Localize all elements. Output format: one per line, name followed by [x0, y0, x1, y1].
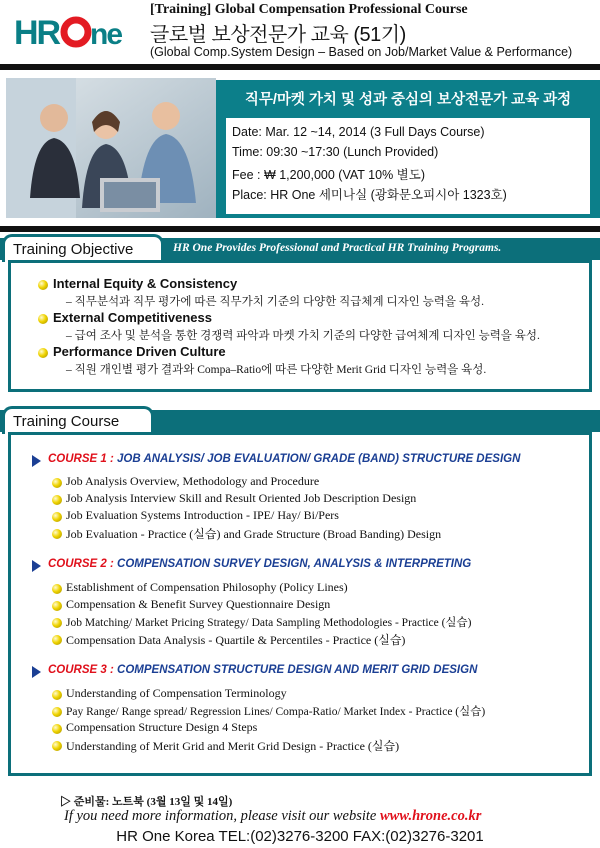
course-1-name: JOB ANALYSIS/ JOB EVALUATION/ GRADE (BAND) STRUCTURE DESIGN	[117, 453, 521, 465]
bullet-icon	[38, 314, 48, 324]
course-1-arrow-icon	[32, 455, 41, 467]
course-2-arrow-icon	[32, 560, 41, 572]
banner-title: 직무/마켓 가치 및 성과 중심의 보상전문가 교육 과정	[244, 92, 572, 108]
course-3-title	[48, 664, 477, 676]
course-3-number: COURSE 3 :	[48, 664, 114, 676]
hrone-logo	[14, 10, 132, 52]
objective-item-3-sub: – 직원 개인별 평가 결과와 Compa–Ratio에 따른 다양한 Merit Grid 디자인 능력을 육성.	[66, 364, 487, 376]
objective-tagline: HR One Provides Professional and Practical HR Training Programs.	[173, 242, 502, 254]
objective-item-1-sub: – 직무분석과 직무 평가에 따른 직무가치 기준의 다양한 직급체계 디자인 능력을 육성.	[66, 296, 484, 308]
course-3-item-1: Understanding of Compensation Terminology	[66, 686, 287, 700]
objective-label: Training Objective	[13, 241, 134, 258]
info-fee: Fee : ₩ 1,200,000 (VAT 10% 별도)	[232, 168, 425, 182]
header-subtitle: (Global Comp.System Design – Based on Job/Market Value & Performance)	[150, 45, 573, 59]
course-1-item-4: Job Evaluation - Practice (실습) and Grade Structure (Broad Banding) Design	[66, 527, 442, 541]
course-2-title	[48, 558, 471, 570]
bullet-icon	[52, 635, 62, 645]
preparation-note: ▷ 준비물: 노트북 (3월 13일 및 14일)	[60, 796, 233, 808]
bullet-icon	[38, 348, 48, 358]
course-3-arrow-icon	[32, 666, 41, 678]
course-1-item-1: Job Analysis Overview, Methodology and Procedure	[66, 474, 320, 488]
info-date: Date: Mar. 12 ~14, 2014 (3 Full Days Course)	[232, 125, 485, 139]
bullet-icon	[52, 512, 62, 522]
business-team-photo	[6, 78, 216, 218]
bullet-icon	[52, 724, 62, 734]
course-2-item-3: Job Matching/ Market Pricing Strategy/ Data Sampling Methodologies - Practice (실습)	[66, 617, 472, 629]
banner-divider	[0, 226, 600, 232]
bullet-icon	[52, 495, 62, 505]
course-3-item-4: Understanding of Merit Grid and Merit Grid Design - Practice (실습)	[66, 739, 400, 753]
website-note	[64, 808, 481, 825]
course-2-number: COURSE 2 :	[48, 558, 114, 570]
objective-item-2-head: External Competitiveness	[53, 310, 212, 325]
course-2-item-1: Establishment of Compensation Philosophy (Policy Lines)	[66, 580, 348, 594]
course-1-title	[48, 453, 520, 465]
objective-item-1-head: Internal Equity & Consistency	[53, 276, 238, 291]
course-2-item-4: Compensation Data Analysis - Quartile & Percentiles - Practice (실습)	[66, 633, 406, 647]
bullet-icon	[52, 478, 62, 488]
bullet-icon	[52, 529, 62, 539]
bullet-icon	[52, 690, 62, 700]
course-3-item-3: Compensation Structure Design 4 Steps	[66, 720, 258, 734]
bullet-icon	[52, 601, 62, 611]
header-title-korean: 글로벌 보상전문가 교육 (51기)	[150, 24, 406, 46]
contact-info: HR One Korea TEL:(02)3276-3200 FAX:(02)3276-3201	[116, 828, 484, 845]
info-place: Place: HR One 세미나실 (광화문오피시아 1323호)	[232, 188, 507, 202]
bullet-icon	[52, 741, 62, 751]
course-label: Training Course	[13, 413, 120, 430]
header-line-1: [Training] Global Compensation Professional Course	[150, 2, 468, 17]
svg-text:ne: ne	[90, 18, 122, 51]
course-1-number: COURSE 1 :	[48, 453, 114, 465]
course-1-item-3: Job Evaluation Systems Introduction - IPE/ Hay/ Bi/Pers	[66, 508, 339, 522]
website-text: If you need more information, please visit our website	[64, 808, 380, 824]
bullet-icon	[52, 618, 62, 628]
course-3-item-2: Pay Range/ Range spread/ Regression Lines/ Compa-Ratio/ Market Index - Practice (실습)	[66, 706, 486, 718]
course-3-name: COMPENSATION STRUCTURE DESIGN AND MERIT GRID DESIGN	[117, 664, 478, 676]
objective-item-3-head: Performance Driven Culture	[53, 344, 226, 359]
svg-text:HR: HR	[14, 14, 60, 52]
info-time: Time: 09:30 ~17:30 (Lunch Provided)	[232, 145, 439, 159]
objective-item-2-sub: – 급여 조사 및 분석을 통한 경쟁력 파악과 마켓 가치 기준의 다양한 급여체계 디자인 능력을 육성.	[66, 330, 540, 342]
bullet-icon	[38, 280, 48, 290]
course-1-item-2: Job Analysis Interview Skill and Result Oriented Job Description Design	[66, 491, 417, 505]
course-2-name: COMPENSATION SURVEY DESIGN, ANALYSIS & INTERPRETING	[117, 558, 472, 570]
bullet-icon	[52, 707, 62, 717]
course-2-item-2: Compensation & Benefit Survey Questionnaire Design	[66, 597, 331, 611]
bullet-icon	[52, 584, 62, 594]
website-link[interactable]: www.hrone.co.kr	[380, 808, 482, 824]
